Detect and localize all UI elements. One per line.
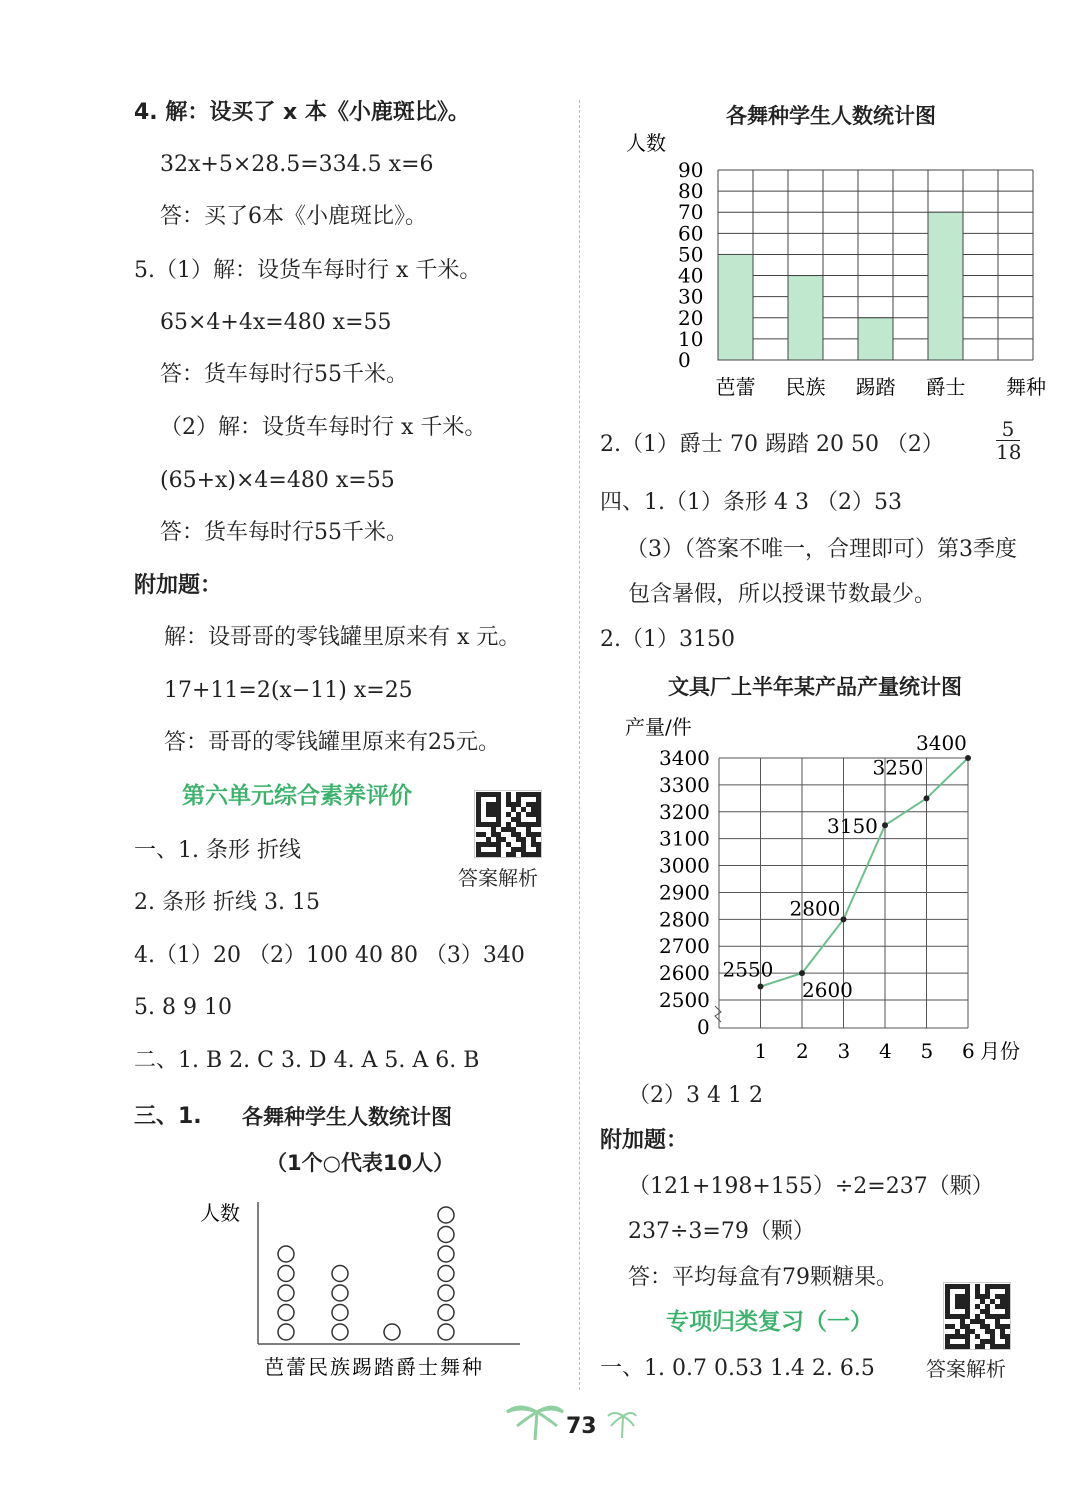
bar-category-label: 爵士 — [925, 375, 966, 399]
extra-answer: 答：哥哥的零钱罐里原来有25元。 — [164, 730, 500, 755]
qr-module — [536, 852, 541, 857]
bar-2 — [788, 276, 823, 360]
fraction — [996, 418, 1020, 463]
q5-part2-answer: 答：货车每时行55千米。 — [160, 520, 408, 545]
line-point — [799, 970, 805, 976]
pictograph-circle — [438, 1246, 454, 1262]
qr-module — [980, 1344, 985, 1349]
bar-ytick: 0 — [678, 348, 691, 372]
page-number: 73 — [566, 1414, 597, 1439]
unit6-s1-2: 2. 条形 折线 3. 15 — [134, 890, 320, 915]
line-ytick: 2700 — [659, 934, 710, 959]
right-q2: 2.（1）爵士 70 踢踏 20 50 （2） — [600, 432, 944, 457]
pictograph-circle — [332, 1266, 348, 1282]
right-s4-2b: （2）3 4 1 2 — [628, 1083, 763, 1108]
right-s4-1-3a: （3）（答案不唯一，合理即可）第3季度 — [626, 537, 1017, 562]
line-ylabel: 产量/件 — [625, 715, 692, 739]
line-chart-title: 文具厂上半年某产品产量统计图 — [668, 675, 962, 699]
bar-ytick: 50 — [678, 242, 704, 267]
bar-chart-title: 各舞种学生人数统计图 — [726, 104, 936, 128]
qr-label-right: 答案解析 — [926, 1357, 1006, 1381]
pictograph-circle — [278, 1266, 294, 1282]
extra-right-answer: 答：平均每盒有79颗糖果。 — [628, 1265, 898, 1290]
bar-category-label: 芭蕾 — [715, 375, 756, 399]
palm-tree-right-icon — [606, 1408, 638, 1440]
bar-xlabel: 舞种 — [1006, 375, 1046, 399]
pictograph-circle — [332, 1305, 348, 1321]
bar-ytick: 80 — [678, 179, 704, 204]
pictograph-subtitle: （1个○代表10人） — [266, 1151, 455, 1175]
line-point — [924, 795, 930, 801]
unit6-s2: 二、1. B 2. C 3. D 4. A 5. A 6. B — [134, 1048, 480, 1073]
line-data-label: 2600 — [802, 978, 853, 1003]
pictograph-circle — [278, 1324, 294, 1340]
line-data-label: 3250 — [872, 755, 924, 780]
palm-tree-left-icon — [505, 1398, 565, 1442]
axis-break-icon — [715, 1006, 721, 1022]
q5-part2-equation: (65+x)×4=480 x=55 — [160, 468, 395, 493]
line-xlabel: 月份 — [980, 1039, 1020, 1063]
bar-ytick: 60 — [678, 221, 704, 246]
right-s4-1: 四、1.（1）条形 4 3 （2）53 — [600, 490, 902, 515]
extra-label-left: 附加题： — [134, 573, 223, 598]
line-ytick: 2900 — [659, 880, 710, 905]
line-ytick: 3300 — [659, 772, 710, 797]
review-line: 一、1. 0.7 0.53 1.4 2. 6.5 — [600, 1356, 875, 1381]
qr-module — [1005, 1324, 1010, 1329]
bar-3 — [858, 318, 893, 360]
line-data-label: 2550 — [722, 957, 774, 982]
qr-module — [965, 1344, 970, 1349]
pictograph-ylabel: 人数 — [200, 1201, 240, 1225]
fraction-numerator: 5 — [1001, 417, 1015, 441]
bar-ytick: 20 — [678, 305, 704, 330]
line-xtick: 6 — [962, 1039, 975, 1063]
bar-category-label: 民族 — [785, 375, 826, 399]
q5-part1-line: 5.（1）解：设货车每时行 x 千米。 — [134, 258, 482, 283]
pictograph-circle — [278, 1305, 294, 1321]
line-ytick: 2500 — [659, 988, 710, 1012]
bar-ytick: 30 — [678, 284, 704, 309]
q4-answer: 答：买了6本《小鹿斑比》。 — [160, 204, 427, 229]
extra-right-eq1: （121+198+155）÷2=237（颗） — [628, 1174, 994, 1199]
pictograph-circle — [332, 1285, 348, 1301]
q4-line1: 4. 解：设买了 x 本《小鹿斑比》。 — [134, 100, 470, 125]
pictograph-circle — [438, 1227, 454, 1243]
line-ytick: 3400 — [659, 746, 710, 770]
pictograph-circle — [332, 1324, 348, 1340]
line-series — [761, 758, 969, 987]
bar-category-label: 踢踏 — [855, 375, 896, 399]
bar-4 — [928, 212, 963, 360]
line-ytick: 2600 — [659, 961, 710, 986]
right-s4-2: 2.（1）3150 — [600, 627, 735, 652]
qr-code-right[interactable] — [943, 1282, 1011, 1350]
bar-ytick: 70 — [678, 200, 704, 225]
bar-ytick: 40 — [678, 263, 704, 288]
line-xtick: 5 — [920, 1039, 934, 1063]
pictograph-circle — [438, 1305, 454, 1321]
q4-equation: 32x+5×28.5=334.5 x=6 — [160, 152, 434, 177]
unit6-s1-5: 5. 8 9 10 — [134, 995, 232, 1020]
bar-ytick: 90 — [678, 158, 704, 182]
pictograph-circle — [438, 1285, 454, 1301]
line-xtick: 4 — [879, 1039, 892, 1063]
unit6-s1-4: 4.（1）20 （2）100 40 80 （3）340 — [134, 943, 525, 968]
qr-module — [536, 832, 541, 837]
line-data-label: 3400 — [916, 731, 967, 755]
line-ytick: 2800 — [659, 907, 710, 932]
bar-ytick: 10 — [678, 326, 704, 351]
line-data-label: 3150 — [827, 814, 878, 839]
q5-part1-answer: 答：货车每时行55千米。 — [160, 362, 408, 387]
bar-1 — [718, 254, 753, 360]
review-heading: 专项归类复习（一） — [666, 1309, 873, 1335]
qr-module — [1005, 1344, 1010, 1349]
pictograph-category-labels: 芭蕾民族踢踏爵士舞种 — [264, 1355, 484, 1379]
pictograph-chart — [190, 1190, 540, 1390]
line-xtick: 3 — [837, 1039, 851, 1063]
qr-module — [511, 852, 516, 857]
qr-module — [1005, 1314, 1010, 1319]
unit6-s1-1: 一、1. 条形 折线 — [134, 838, 301, 863]
line-ytick: 3200 — [659, 799, 710, 824]
pictograph-circle — [278, 1246, 294, 1262]
qr-module — [496, 852, 501, 857]
bar-chart — [620, 128, 1050, 408]
qr-code-left[interactable] — [474, 790, 542, 858]
line-ytick: 3100 — [659, 826, 710, 851]
unit6-heading: 第六单元综合素养评价 — [182, 783, 412, 809]
line-ytick: 0 — [697, 1015, 710, 1039]
pictograph-circle — [438, 1324, 454, 1340]
extra-label-right: 附加题： — [600, 1128, 689, 1153]
pictograph-title: 各舞种学生人数统计图 — [242, 1105, 452, 1129]
line-chart — [615, 700, 1045, 1070]
column-divider — [579, 100, 580, 1390]
q5-part1-equation: 65×4+4x=480 x=55 — [160, 310, 392, 335]
pictograph-circle — [278, 1285, 294, 1301]
line-point — [841, 916, 847, 922]
fraction-denominator: 18 — [996, 440, 1022, 464]
right-s4-1-3b: 包含暑假，所以授课节数最少。 — [628, 582, 937, 607]
extra-line1: 解：设哥哥的零钱罐里原来有 x 元。 — [164, 625, 521, 650]
line-xtick: 1 — [754, 1039, 768, 1063]
line-xtick: 2 — [796, 1039, 809, 1063]
q5-part2-line: （2）解：设货车每时行 x 千米。 — [160, 415, 487, 440]
unit6-s3-label: 三、1. — [134, 1104, 202, 1129]
line-point — [758, 984, 764, 990]
pictograph-circle — [384, 1324, 400, 1340]
extra-right-eq2: 237÷3=79（颗） — [628, 1219, 815, 1244]
extra-equation: 17+11=2(x−11) x=25 — [164, 678, 413, 703]
line-point — [882, 822, 888, 828]
line-point — [965, 755, 971, 761]
line-data-label: 2800 — [789, 896, 841, 921]
pictograph-circle — [438, 1266, 454, 1282]
qr-module — [536, 822, 541, 827]
qr-label-left: 答案解析 — [458, 866, 538, 890]
bar-ylabel: 人数 — [626, 131, 666, 155]
pictograph-circle — [438, 1207, 454, 1223]
line-ytick: 3000 — [659, 853, 710, 878]
